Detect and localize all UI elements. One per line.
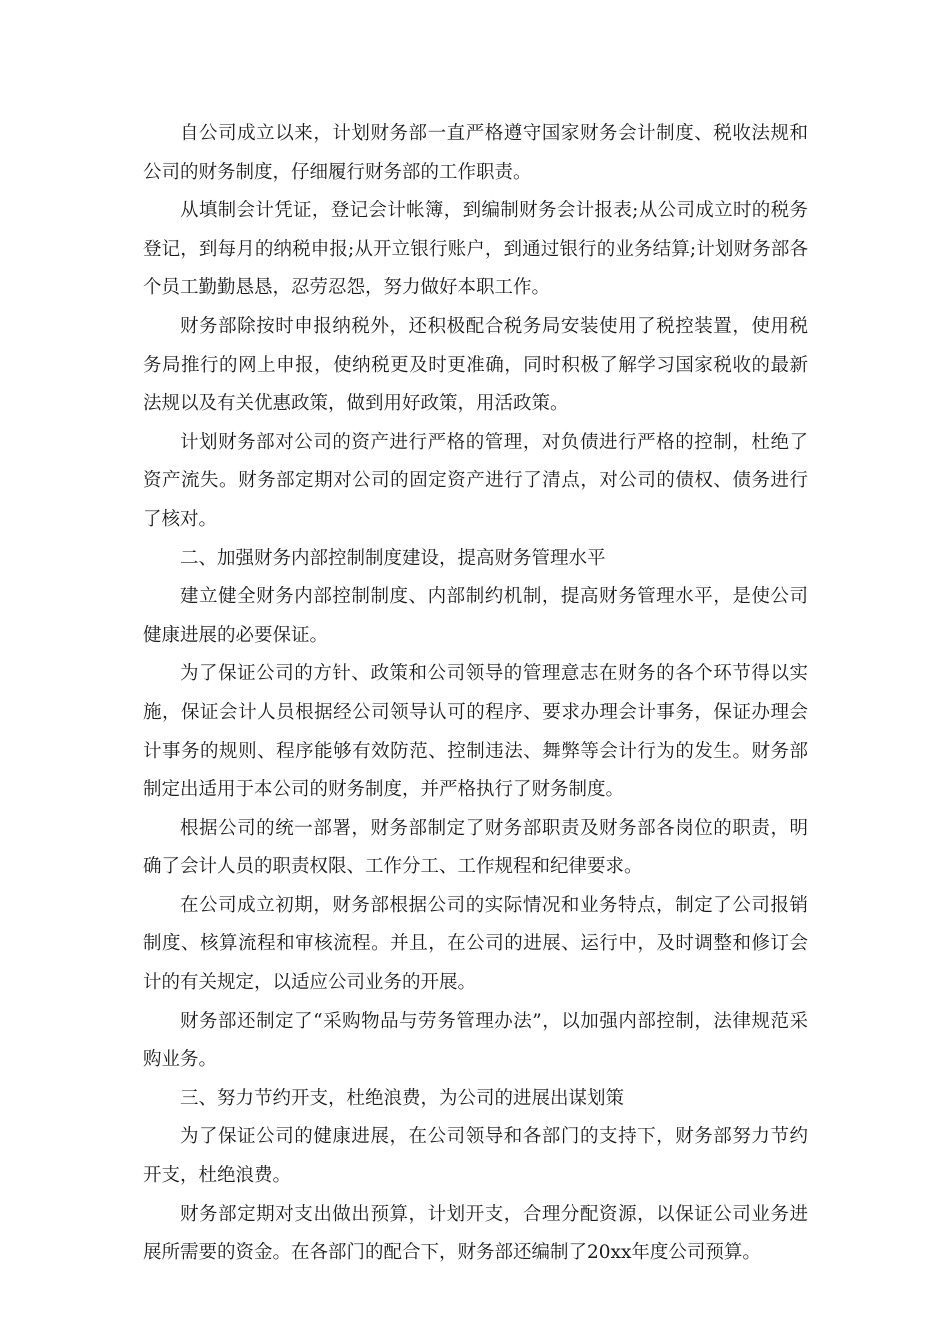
paragraph: 计划财务部对公司的资产进行严格的管理，对负债进行严格的控制，杜绝了资产流失。财务部定期对公司的固定资产进行了清点，对公司的债权、债务进行了核对。 xyxy=(143,431,808,530)
paragraph: 为了保证公司的健康进展，在公司领导和各部门的支持下，财务部努力节约开支，杜绝浪费。 xyxy=(143,1126,808,1187)
paragraph: 在公司成立初期，财务部根据公司的实际情况和业务特点，制定了公司报销制度、核算流程和审核流程。并且，在公司的进展、运行中，及时调整和修订会计的有关规定，以适应公司业务的开展。 xyxy=(143,894,808,994)
paragraph: 从填制会计凭证，登记会计帐簿，到编制财务会计报表;从公司成立时的税务登记，到每月的纳税申报;从开立银行账户，到通过银行的业务结算;计划财务部各个员工勤勤恳恳，忍劳忍怨，努力做好本职工作。 xyxy=(143,200,808,299)
paragraph: 根据公司的统一部署，财务部制定了财务部职责及财务部各岗位的职责，明确了会计人员的职责权限、工作分工、工作规程和纪律要求。 xyxy=(143,817,808,878)
paragraph: 为了保证公司的方针、政策和公司领导的管理意志在财务的各个环节得以实施，保证会计人员根据经公司领导认可的程序、要求办理会计事务，保证办理会计事务的规则、程序能够有效防范、控制违法、舞弊等会计行为的发生。财务部制定出适用于本公司的财务制度，并严格执行了财务制度。 xyxy=(143,663,808,801)
paragraph: 财务部定期对支出做出预算，计划开支，合理分配资源，以保证公司业务进展所需要的资金。在各部门的配合下，财务部还编制了20xx年度公司预算。 xyxy=(143,1203,808,1264)
document-body xyxy=(143,115,808,1273)
paragraph: 财务部还制定了“采购物品与劳务管理办法”，以加强内部控制，法律规范采购业务。 xyxy=(143,1010,808,1071)
paragraph: 建立健全财务内部控制制度、内部制约机制，提高财务管理水平，是使公司健康进展的必要保证。 xyxy=(143,586,808,646)
paragraph: 自公司成立以来，计划财务部一直严格遵守国家财务会计制度、税收法规和公司的财务制度，仔细履行财务部的工作职责。 xyxy=(143,123,808,183)
paragraph: 财务部除按时申报纳税外，还积极配合税务局安装使用了税控装置，使用税务局推行的网上申报，使纳税更及时更准确，同时积极了解学习国家税收的最新法规以及有关优惠政策，做到用好政策，用活政策。 xyxy=(143,315,808,415)
section-heading: 三、努力节约开支，杜绝浪费，为公司的进展出谋划策 xyxy=(180,1087,625,1109)
section-heading: 二、加强财务内部控制制度建设，提高财务管理水平 xyxy=(180,547,606,569)
